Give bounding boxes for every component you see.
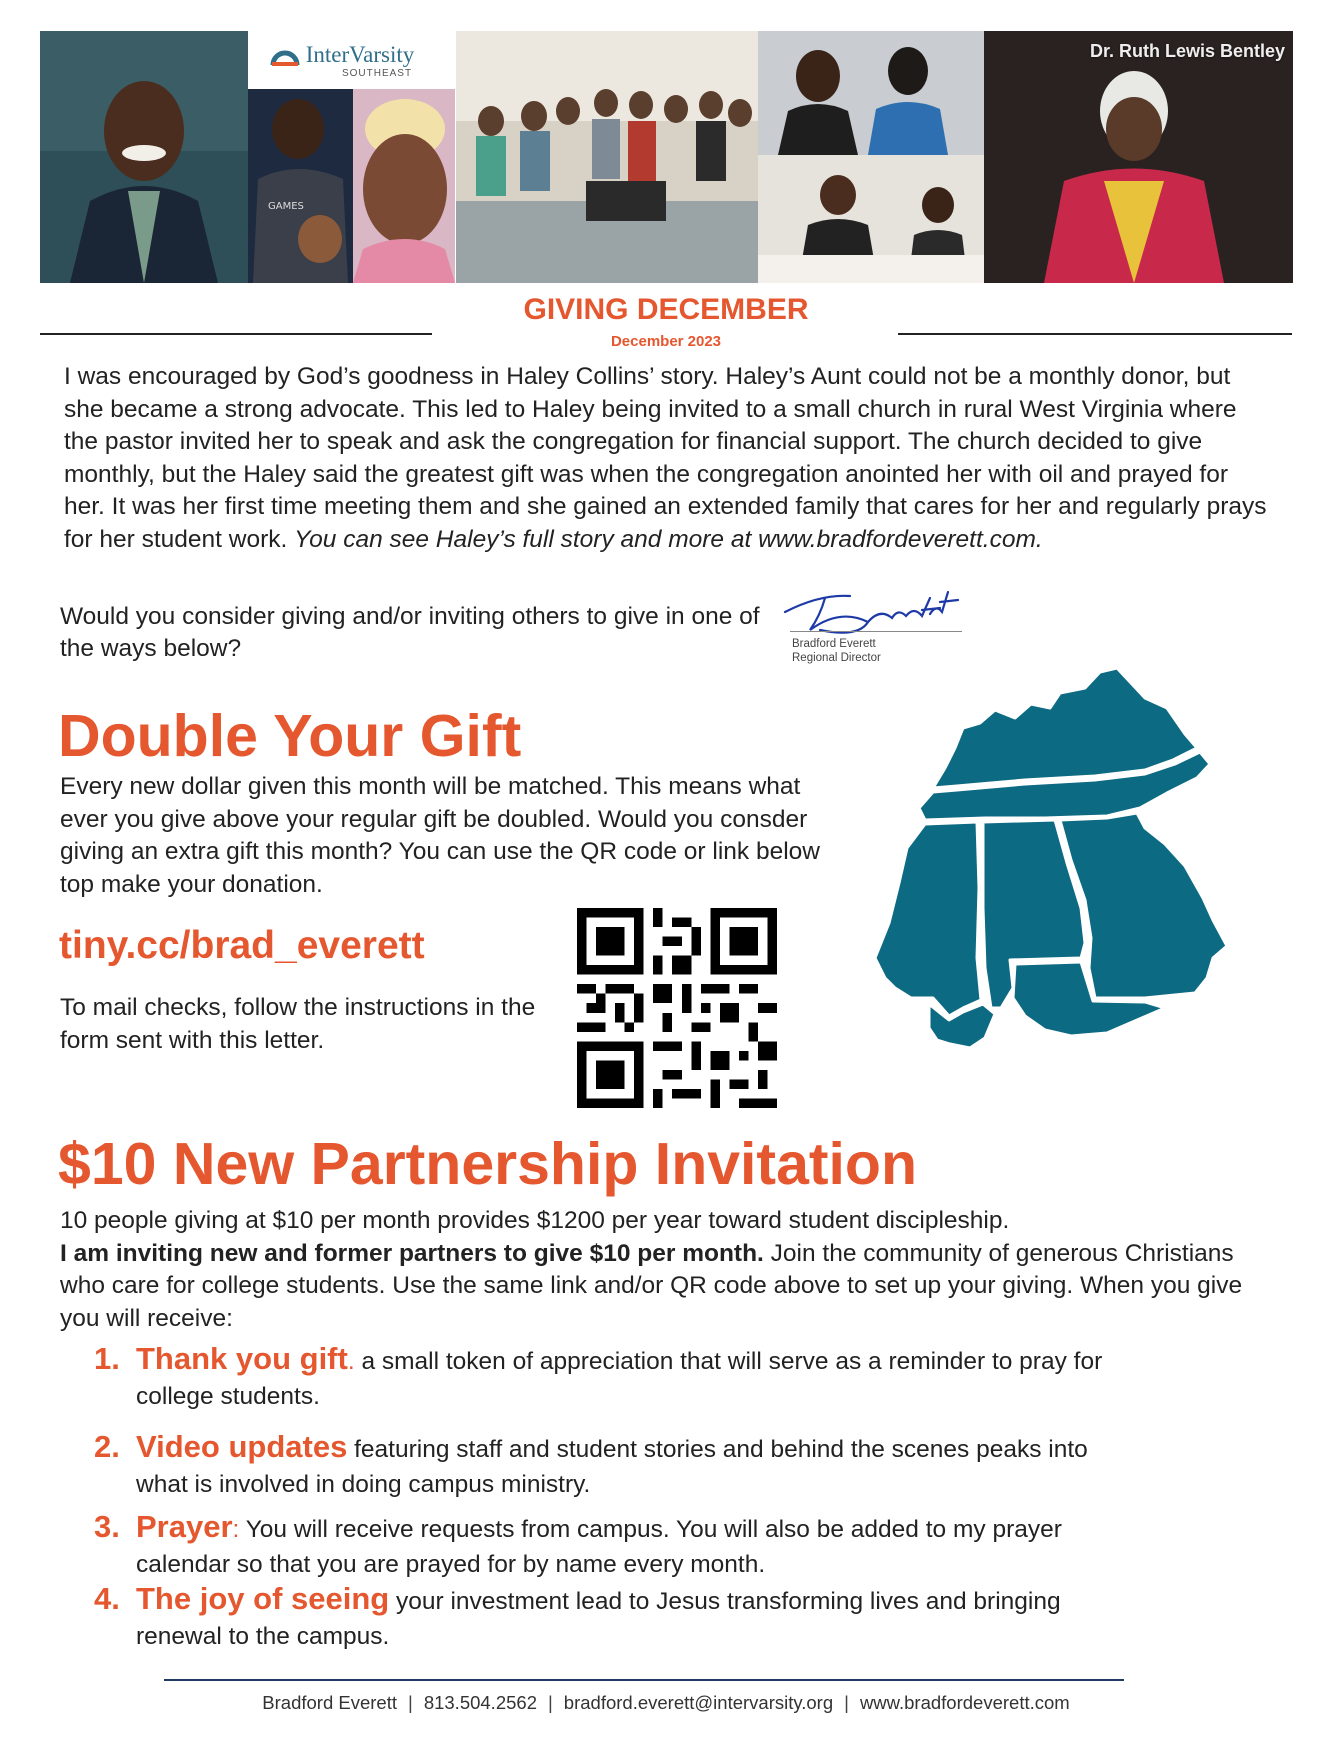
benefits-list [94,1340,1254,1660]
ask-text: Would you consider giving and/or inviting others to give in one of the ways below? [60,603,760,662]
benefit-text: featuring staff and student stories and behind the scenes peaks into [347,1436,1088,1463]
benefit-text-cont: renewal to the campus. [136,1623,390,1650]
page-date: December 2023 [610,333,722,350]
donation-link[interactable]: tiny.cc/brad_everett [59,924,425,967]
benefit-text-cont: college students. [136,1383,320,1410]
benefit-lead: The joy of seeing [136,1581,390,1616]
footer-website[interactable]: www.bradfordeverett.com [859,1692,1070,1713]
footer-phone[interactable]: 813.504.2562 [423,1692,537,1713]
mississippi-shape [875,822,981,1016]
benefit-item [94,1428,1254,1508]
signature-block [792,637,881,665]
signature-role: Regional Director [792,652,881,664]
partnership-bold: I am inviting new and former partners to give $10 per month. [60,1239,764,1267]
benefit-sep: . [347,1348,355,1375]
speaker-caption: Dr. Ruth Lewis Bentley [1089,41,1285,61]
footer-rule [164,1679,1124,1681]
benefit-lead: Prayer [136,1509,233,1544]
footer-name: Bradford Everett [262,1692,397,1713]
signature-line [790,631,962,632]
logo-name: InterVarsity [305,41,415,67]
benefit-text: You will receive requests from campus. You will also be added to my prayer [239,1516,1062,1543]
south-mississippi-shape [929,1004,995,1048]
photo-children [248,89,353,283]
story-paragraph [64,361,1274,556]
benefit-item [94,1340,1254,1428]
partnership-intro: 10 people giving at $10 per month provides $1200 per year toward student discipleship. [60,1207,1010,1234]
southeast-region-map [845,668,1275,1113]
story-text: I was encouraged by God’s goodness in Haley Collins’ story. Haley’s Aunt could not be a monthly donor, but she became a strong advocate. This led to Haley being invited to a small church in rural West Virginia where the pastor invited her to speak and ask the congregation for financial support. The church decided to give monthly, but the Haley said the greatest gift was when the congregation anointed her with oil and prayed for her. It was her first time meeting them and she gained an extended family that cares for her and regularly prays for her student work. [64,363,1267,553]
benefit-number: 4. [94,1581,120,1616]
photo-conference-bottom [758,155,984,283]
footer-separator: | [547,1692,553,1713]
signature-name: Bradford Everett [792,638,876,650]
intervarsity-logo [248,31,436,89]
footer-separator: | [408,1692,413,1713]
benefit-sep: : [232,1516,240,1543]
double-gift-title: Double Your Gift [58,703,522,769]
benefit-lead: Video updates [136,1429,348,1464]
benefit-number: 2. [94,1429,120,1464]
benefit-text: your investment lead to Jesus transforming lives and bringing [389,1588,1061,1615]
double-gift-body: Every new dollar given this month will be matched. This means what ever you give above your regular gift be doubled. Would you consder giving an extra gift this month? You can use the QR code or link below top make your donation. [60,773,820,898]
benefit-number: 3. [94,1509,120,1544]
page-title: GIVING DECEMBER [523,293,809,326]
story-link-note: You can see Haley’s full story and more at www.bradfordeverett.com. [294,525,1043,553]
partnership-body [60,1205,1260,1335]
qr-code[interactable] [577,908,777,1108]
logo-region: SOUTHEAST [341,67,413,79]
svg-text:GAMES: GAMES [268,201,304,212]
benefit-item [94,1580,1254,1660]
partnership-rest: Join the community of generous Christians who care for college students. Use the same link and/or QR code above to set up your giving. When you give you will receive: [60,1239,1243,1332]
footer-email[interactable]: bradford.everett@intervarsity.org [563,1692,834,1713]
partnership-title: $10 New Partnership Invitation [58,1131,918,1197]
benefit-text-cont: calendar so that you are prayed for by name every month. [136,1551,766,1578]
photo-man-portrait [40,31,248,283]
mail-checks-note: To mail checks, follow the instructions in the form sent with this letter. [60,994,536,1054]
benefit-item [94,1508,1254,1580]
benefit-text: a small token of appreciation that will serve as a reminder to pray for [354,1348,1103,1375]
benefit-lead: Thank you gift [136,1341,348,1376]
benefit-number: 1. [94,1341,120,1376]
intervarsity-logo-icon [270,43,300,67]
benefit-text-cont: what is involved in doing campus ministry. [136,1471,591,1498]
photo-conference-top [758,31,984,155]
photo-collage [40,31,1293,283]
photo-porch-group [456,31,758,283]
footer-separator: | [844,1692,849,1713]
footer-contact [0,1692,1332,1714]
photo-woman-selfie [353,89,455,283]
photo-speaker [984,31,1293,283]
